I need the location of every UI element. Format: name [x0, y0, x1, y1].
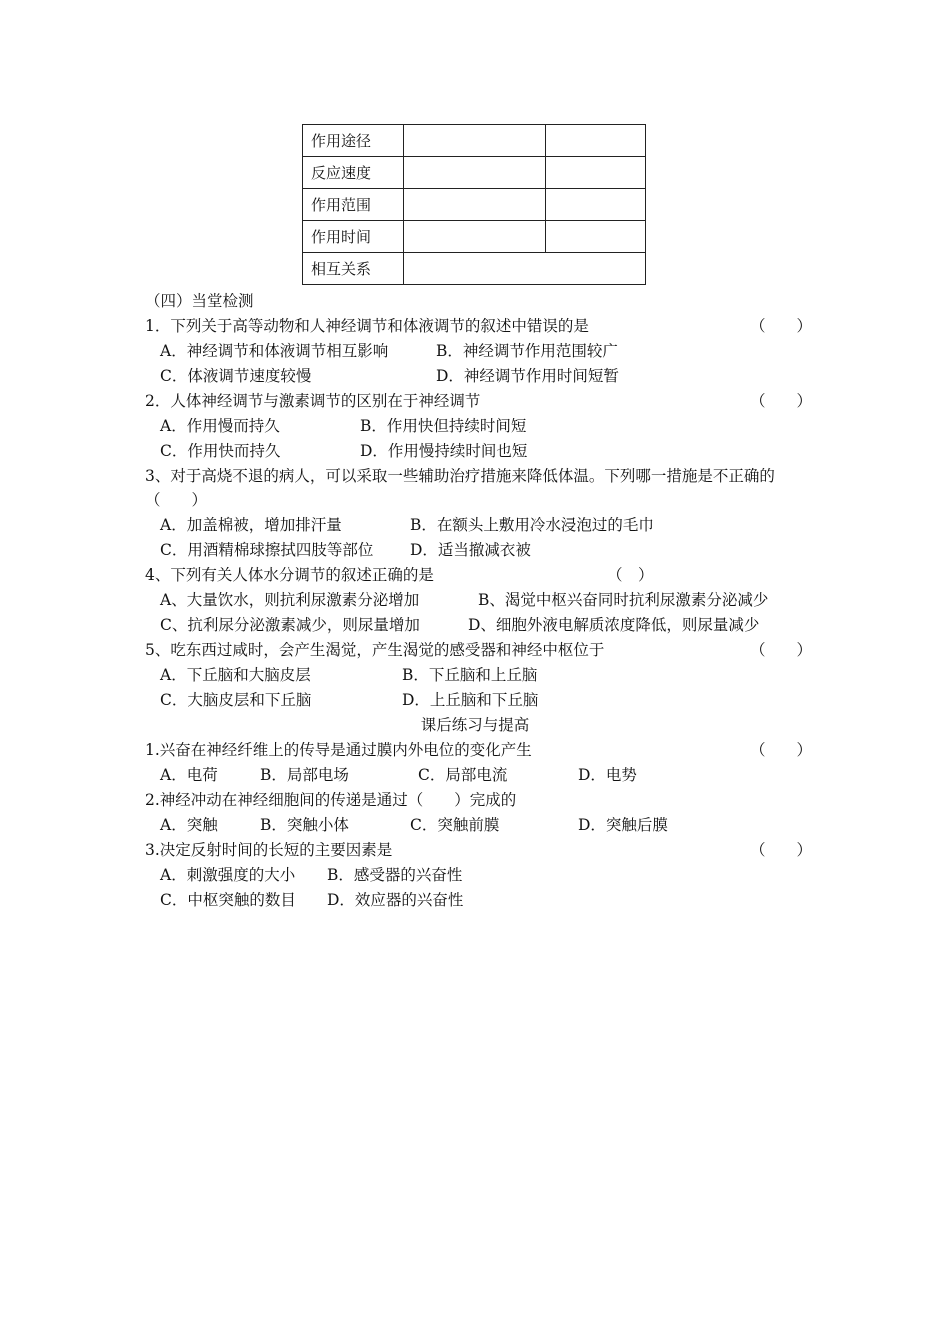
section-title: 课后练习与提高 [420, 716, 530, 734]
option-a: A．下丘脑和大脑皮层 [160, 666, 311, 684]
table-cell [546, 125, 646, 157]
row-label: 作用范围 [303, 189, 404, 221]
option-d: D．适当撤减衣被 [410, 541, 531, 559]
section-title: （四）当堂检测 [145, 292, 254, 310]
question-stem: 2．人体神经调节与激素调节的区别在于神经调节 [145, 392, 481, 410]
option-d: D．电势 [578, 766, 637, 784]
table-cell [404, 189, 546, 221]
option-a: A．神经调节和体液调节相互影响 [160, 342, 389, 360]
option-d: D．神经调节作用时间短暂 [436, 367, 619, 385]
option-c: C．局部电流 [418, 766, 508, 784]
question-stem: 3、对于高烧不退的病人，可以采取一些辅助治疗措施来降低体温。下列哪一措施是不正确的 [145, 467, 775, 485]
row-label: 相互关系 [303, 253, 404, 285]
option-b: B．作用快但持续时间短 [360, 417, 527, 435]
table-cell [546, 221, 646, 253]
option-c: C．突触前膜 [410, 816, 500, 834]
table-row [303, 157, 646, 189]
option-a: A．作用慢而持久 [160, 417, 280, 435]
answer-bracket: （ ） [750, 641, 813, 659]
option-b: B．下丘脑和上丘脑 [402, 666, 538, 684]
option-a: A．突触 [160, 816, 218, 834]
row-label: 作用途径 [303, 125, 404, 157]
option-d: D、细胞外液电解质浓度降低，则尿量减少 [468, 616, 760, 634]
answer-bracket: （ ） [750, 741, 813, 759]
question-stem: 1.兴奋在神经纤维上的传导是通过膜内外电位的变化产生 [145, 741, 532, 759]
option-d: D．效应器的兴奋性 [327, 891, 464, 909]
answer-bracket: （ ） [607, 566, 654, 584]
row-label: 作用时间 [303, 221, 404, 253]
comparison-table [302, 124, 646, 285]
option-b: B、渴觉中枢兴奋同时抗利尿激素分泌减少 [478, 591, 769, 609]
question-stem: 5、吃东西过咸时，会产生渴觉，产生渴觉的感受器和神经中枢位于 [145, 641, 605, 659]
option-c: C．体液调节速度较慢 [160, 367, 312, 385]
option-c: C．中枢突触的数目 [160, 891, 296, 909]
table-row [303, 189, 646, 221]
option-b: B．在额头上敷用冷水浸泡过的毛巾 [410, 516, 654, 534]
question-stem: 2.神经冲动在神经细胞间的传递是通过（ ）完成的 [145, 791, 517, 809]
table-row [303, 253, 646, 285]
table-cell [546, 157, 646, 189]
option-d: D．突触后膜 [578, 816, 668, 834]
option-d: D．上丘脑和下丘脑 [402, 691, 539, 709]
table-row [303, 221, 646, 253]
answer-bracket: （ ） [750, 317, 813, 335]
row-label: 反应速度 [303, 157, 404, 189]
table-cell-merged [404, 253, 646, 285]
table-cell [546, 189, 646, 221]
option-c: C．作用快而持久 [160, 442, 281, 460]
answer-bracket: （ ） [145, 491, 208, 509]
table-row [303, 125, 646, 157]
answer-bracket: （ ） [750, 841, 813, 859]
answer-bracket: （ ） [750, 392, 813, 410]
option-c: C．大脑皮层和下丘脑 [160, 691, 312, 709]
question-stem: 4、下列有关人体水分调节的叙述正确的是 [145, 566, 434, 584]
question-stem: 1．下列关于高等动物和人神经调节和体液调节的叙述中错误的是 [145, 317, 589, 335]
option-a: A．加盖棉被，增加排汗量 [160, 516, 342, 534]
option-b: B．神经调节作用范围较广 [436, 342, 618, 360]
table-cell [404, 221, 546, 253]
option-d: D．作用慢持续时间也短 [360, 442, 528, 460]
option-b: B．感受器的兴奋性 [327, 866, 463, 884]
option-b: B．局部电场 [260, 766, 349, 784]
option-c: C．用酒精棉球擦拭四肢等部位 [160, 541, 374, 559]
option-a: A．刺激强度的大小 [160, 866, 296, 884]
option-b: B．突触小体 [260, 816, 349, 834]
option-c: C、抗利尿分泌激素减少，则尿量增加 [160, 616, 420, 634]
option-a: A、大量饮水，则抗利尿激素分泌增加 [160, 591, 420, 609]
question-stem: 3.决定反射时间的长短的主要因素是 [145, 841, 393, 859]
table-cell [404, 157, 546, 189]
option-a: A．电荷 [160, 766, 218, 784]
table-cell [404, 125, 546, 157]
